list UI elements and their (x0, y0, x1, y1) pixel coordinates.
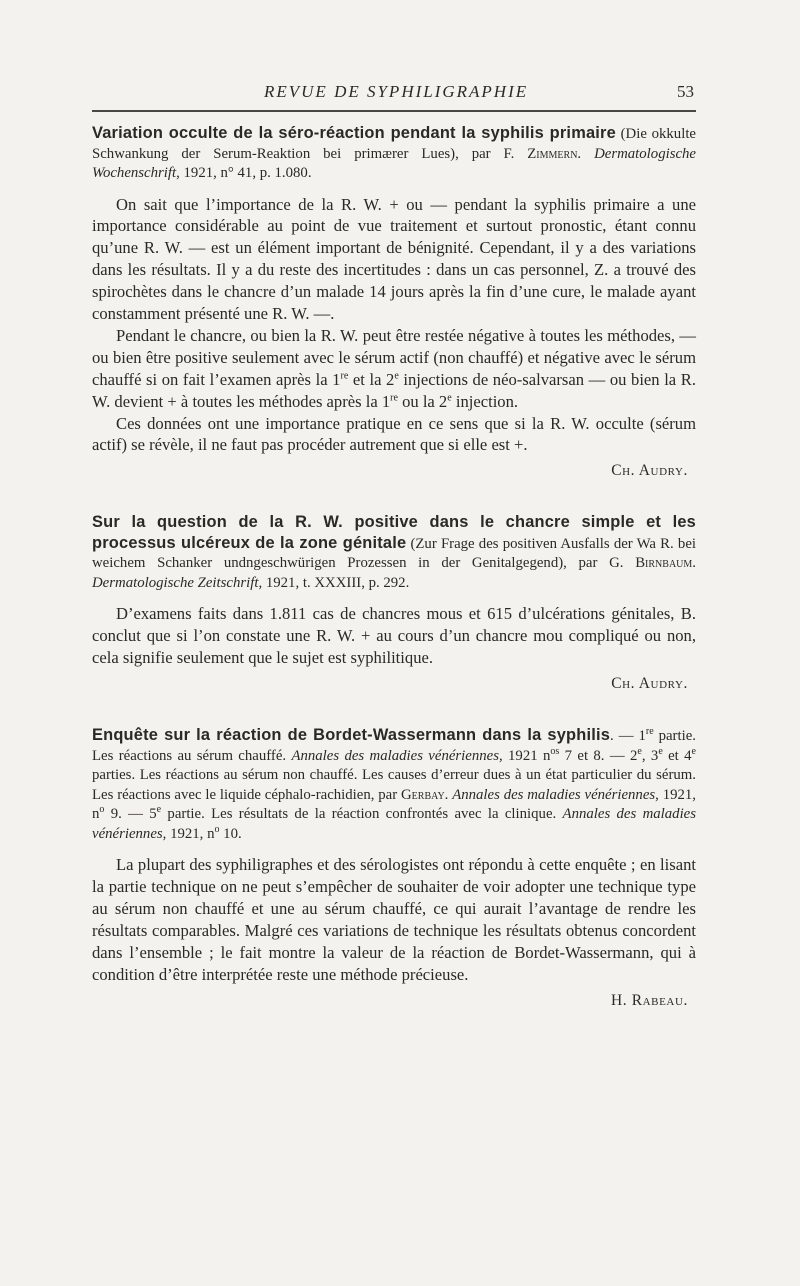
text-run: injections de néo-salvarsan — ou bien la R. W. devient + à toutes les méthodes après la 1 (92, 369, 696, 411)
text-run: 7 et 8. — 2 (559, 747, 638, 764)
citation-sep: . (577, 145, 595, 162)
spacer (92, 693, 696, 726)
superscript: os (550, 745, 560, 757)
text-run: et 4 (662, 747, 692, 764)
article-3-journal-2: Annales des maladies vénériennes (452, 786, 656, 803)
title-dash: . — (610, 728, 639, 745)
page-number: 53 (677, 82, 694, 101)
superscript: e (394, 370, 399, 382)
article-1-paragraph-3: Ces données ont une importance pratique en ce sens que si la R. W. occulte (sérum actif) se révèle, il ne faut pas procéder autrement que si elle est +. (92, 413, 696, 455)
text-run: , 1921 n (498, 747, 551, 764)
text-run: 9. — 5 (104, 806, 157, 823)
article-3-journal-3: Annales des maladies vénériennes (92, 806, 697, 842)
text-run: partie. Les résultats de la réaction confrontés avec la clinique. (161, 806, 563, 823)
article-3-author: Gerbay (401, 786, 445, 803)
text-run: 10. (219, 825, 242, 842)
spacer (92, 593, 696, 603)
superscript: o (214, 823, 220, 835)
article-1-citation-ref: , 1921, n° 41, p. 1.080. (176, 165, 312, 181)
article-3-heading (92, 726, 696, 844)
running-title: REVUE DE SYPHILIGRAPHIE (264, 82, 529, 101)
superscript: re (390, 392, 398, 404)
superscript: o (99, 804, 105, 816)
text-run: parties. Les réactions au sérum non chauffé. Les causes d’erreur dues à un état particulier du sérum. Les réactions avec le liquide céphalo-rachidien, par (92, 767, 696, 803)
article-2-author: Birnbaum (635, 555, 693, 572)
article-1-author: Zimmern (527, 145, 578, 162)
spacer (92, 844, 696, 854)
header-rule (92, 110, 696, 112)
text-run: injection. (451, 391, 519, 411)
article-2-signature: Ch. Audry. (611, 675, 688, 693)
article-1-heading (92, 124, 696, 184)
superscript: e (691, 745, 696, 757)
article-1 (92, 124, 696, 480)
article-1-paragraph-2 (92, 325, 696, 413)
text-run: Pendant le chancre, ou bien la R. W. peut être restée négative à toutes les méthodes, — ou bien être positive seulement avec le sérum actif (non chauffé) et négative avec le sérum chauffé si on fait l’examen après la 1 (92, 325, 696, 389)
text-run: , 1921, n (162, 825, 215, 842)
article-2-title: Sur la question de la R. W. positive dans le chancre simple et les processus ulcéreux de la zone génitale (92, 513, 696, 552)
article-3-journal: Annales des maladies vénériennes (291, 747, 499, 764)
superscript: e (658, 745, 663, 757)
superscript: e (156, 804, 162, 816)
superscript: re (340, 370, 349, 382)
article-3 (92, 726, 696, 1009)
article-3-title: Enquête sur la réaction de Bordet-Wassermann dans la syphilis (92, 726, 611, 745)
text-run: ou la 2 (397, 391, 448, 411)
citation-sep: . (692, 555, 696, 572)
superscript: e (447, 392, 452, 404)
article-2-paragraph-1: D’examens faits dans 1.811 cas de chancres mous et 615 d’ulcérations génitales, B. conclut que si l’on constate une R. W. + au cours d’un chancre mou compliqué ou non, cela signifie seulement que le sujet est syphilitique. (92, 604, 696, 668)
article-1-signature: Ch. Audry. (611, 462, 688, 480)
article-2-journal: Dermatologische Zeitschrift (92, 574, 259, 591)
article-2-citation: (Zur Frage des positiven Ausfalls der Wa R. bei weichem Schanker undngeschwürigen Prozessen in der Genitalgegend), par G. (92, 535, 697, 572)
spacer (92, 480, 696, 513)
text-run: , 3 (641, 747, 659, 764)
text-run: et la 2 (348, 369, 395, 389)
spacer (92, 184, 696, 194)
text-run: 1 (638, 728, 646, 745)
text-run: , 1921, n (92, 786, 696, 823)
superscript: re (645, 726, 654, 738)
article-2 (92, 513, 696, 693)
text-run: . (444, 786, 453, 803)
page-content (92, 124, 696, 1010)
running-head (92, 82, 696, 106)
article-2-heading (92, 513, 696, 593)
article-1-title: Variation occulte de la séro-réaction pendant la syphilis primaire (92, 124, 616, 142)
article-1-citation: (Die okkulte Schwankung der Serum-Reaktion bei primærer Lues), par F. (92, 126, 696, 162)
article-3-signature: H. Rabeau. (610, 991, 688, 1009)
article-1-paragraph-1: On sait que l’importance de la R. W. + ou — pendant la syphilis primaire a une importance considérable au point de vue traitement et surtout pronostic, étant connu qu’une R. W. — est un élément important de bénignité. Cependant, il y a des variations dans les résultats. Il y a du reste des incertitudes : dans un cas personnel, Z. a trouvé des spirochètes dans le chancre d’un malade 14 jours après la fin d’une cure, le malade ayant constamment présenté une R. W. —. (92, 194, 696, 324)
article-1-journal: Dermatologische Wochenschrift (92, 145, 696, 181)
superscript: e (637, 745, 642, 757)
text-run: partie. Les réactions au sérum chauffé. (92, 728, 696, 764)
article-3-paragraph-1: La plupart des syphiligraphes et des sérologistes ont répondu à cette enquête ; en lisant la partie technique on ne peut s’empêcher de souhaiter de voir adopter une technique type au sérum non chauffé et une au sérum chauffé, ce qui aurait l’avantage de rendre les résultats comparables. Malgré ces variations de technique les résultats obtenus concordent dans l’ensemble ; le fait montre la valeur de la réaction de Bordet-Wassermann, qui à condition d’être interprétée reste une méthode précieuse. (92, 855, 696, 984)
article-2-citation-ref: , 1921, t. XXXIII, p. 292. (258, 574, 410, 591)
